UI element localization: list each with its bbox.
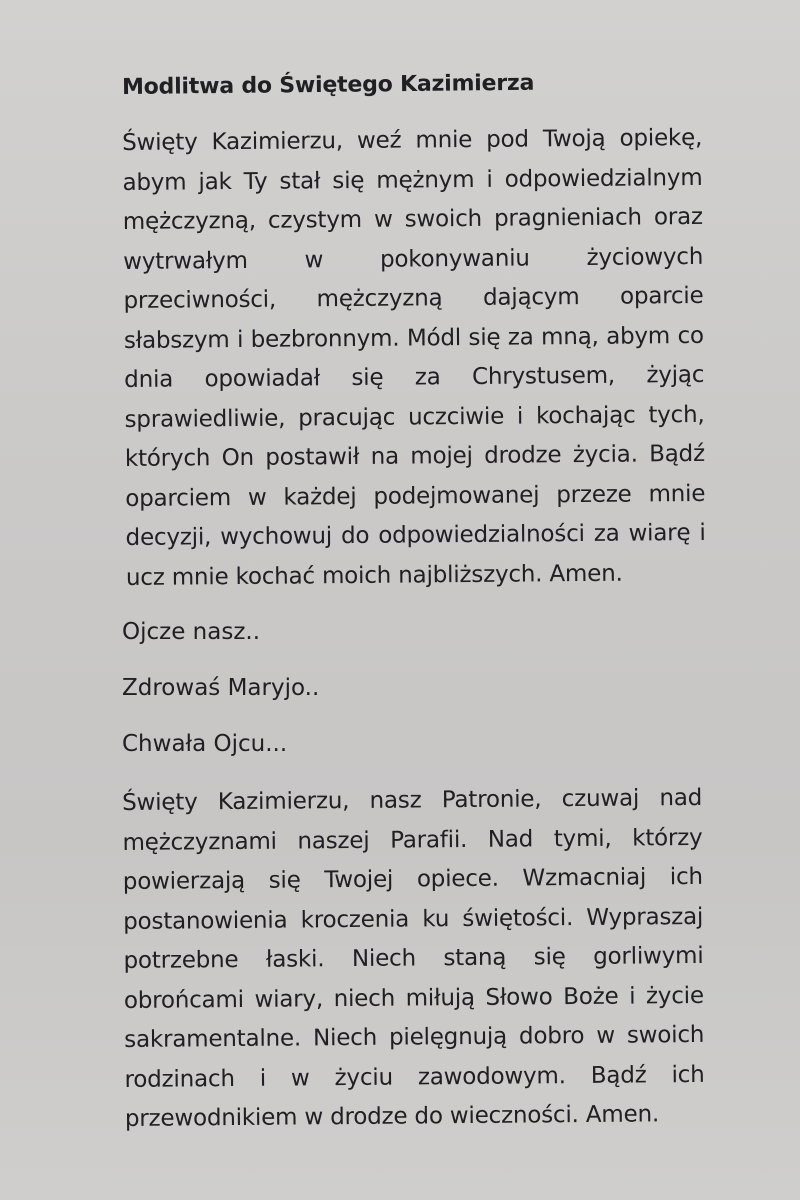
prayer-paragraph-1: Święty Kazimierzu, weź mnie pod Twoją opiekę, abym jak Ty stał się mężnym i odpowiedzialnym mężczyzną, czystym w swoich pragnieniach oraz wytrwałym w pokonywaniu życiowych przeciwności, mężczyzną dającym oparcie słabszym i bezbronnym. Módl się za mną, abym co dnia opowiadał się za Chrystusem, żyjąc sprawiedliwie, pracując uczciwie i kochając tych, których On postawił na mojej drodze życia. Bądź oparciem w każdej podejmowanej przeze mnie decyzji, wychowuj do odpowiedzialności za wiarę i ucz mnie kochać moich najbliższych. Amen. (122, 124, 706, 591)
document-title: Modlitwa do Świętego Kazimierza (121, 70, 535, 100)
prayer-line-our-father: Ojcze nasz.. (122, 619, 261, 645)
prayer-line-hail-mary: Zdrowaś Maryjo.. (122, 675, 320, 701)
prayer-paragraph-2: Święty Kazimierzu, nasz Patronie, czuwaj nad mężczyznami naszej Parafii. Nad tymi, którzy powierzają się Twojej opiece. Wzmacniaj ich postanowienia kroczenia ku świętości. Wypraszaj potrzebne łaski. Niech staną się gorliwymi obrońcami wiary, niech miłują Słowo Boże i życie sakramentalne. Niech pielęgnują dobro w swoich rodzinach i w życiu zawodowym. Bądź ich przewodnikiem w drodze do wieczności. Amen. (122, 784, 705, 1132)
prayer-line-glory-be: Chwała Ojcu... (122, 731, 288, 757)
